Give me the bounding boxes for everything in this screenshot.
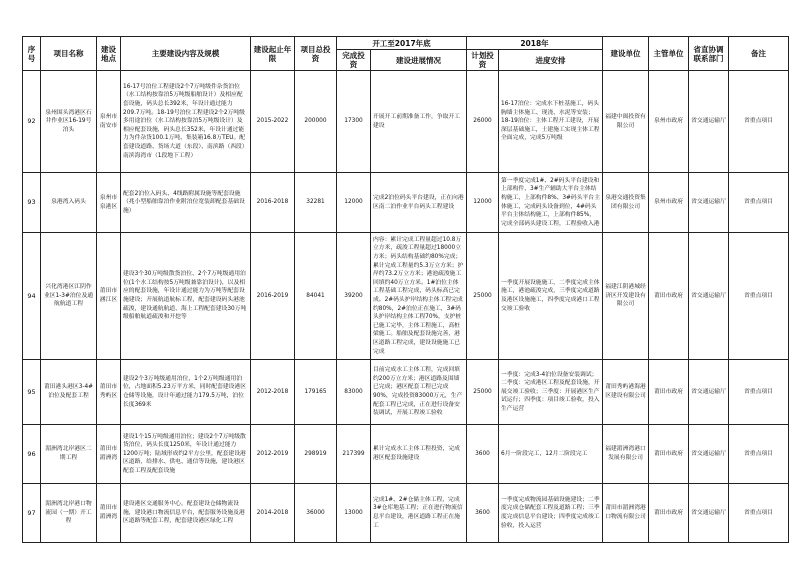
cell-progress: 累计完成水工主体工程投资，完成港区配套设施建设 bbox=[371, 425, 467, 484]
header-builder: 建设单位 bbox=[603, 37, 649, 71]
cell-remarks: 省重点项目 bbox=[729, 71, 789, 173]
cell-progress-plan: 一季度开展设施施工，二季度完成主体施工，港池疏浚完成，三季度完成道路及港区设施施工，四季度完成港口工程交竣工验收 bbox=[499, 233, 603, 360]
project-table bbox=[22, 36, 789, 543]
cell-seq: 96 bbox=[23, 425, 41, 484]
cell-progress: 内容：累计完成工程量超过10.8万立方米，疏浚工程量超过18000立方米；码头结构基础约80%完成；累计完成工程量约5.3万立方米；护岸约73.2万立方米；港池疏浚施工回填约40万立方米。1#泊位主体工程基础工程完成，码头标高已完成。2#码头护岸结构主体工程完成约80%，2#泊位正在施工，3#码头护岸结构主体工程70%，支护桩已施工完毕，主体工程施工，高桩梁施工。船舶及配套设施完善，港区道路工程完成，建设设施施工已完成 bbox=[371, 233, 467, 360]
cell-content: 建设2个3万吨级通用泊位，1个2万吨级通用泊位，占地面积5.23万平方米，同时配套建设港区仓储等设施，设计年通过能力179.5万吨，泊位长度369米 bbox=[121, 360, 251, 425]
cell-done-invest: 39200 bbox=[337, 233, 371, 360]
cell-remarks: 省重点项目 bbox=[729, 484, 789, 543]
cell-plan-invest: 12000 bbox=[467, 173, 499, 233]
cell-period: 2014-2018 bbox=[251, 484, 295, 543]
cell-builder: 莆田秀屿港海港区建设有限公司 bbox=[603, 360, 649, 425]
header-coordinator: 省直协调联系部门 bbox=[689, 37, 729, 71]
cell-plan-invest: 25000 bbox=[467, 360, 499, 425]
cell-done-invest: 12000 bbox=[337, 173, 371, 233]
header-site: 建设地点 bbox=[97, 37, 121, 71]
cell-done-invest: 17300 bbox=[337, 71, 371, 173]
header-agency: 主管单位 bbox=[649, 37, 689, 71]
cell-remarks: 省重点项目 bbox=[729, 173, 789, 233]
cell-name: 湄洲湾北岸港口物流园（一期）开工程 bbox=[41, 484, 97, 543]
cell-builder: 福建湄洲湾港口发展有限公司 bbox=[603, 425, 649, 484]
cell-progress: 开展开工前期准备工作，争取开工建设 bbox=[371, 71, 467, 173]
cell-total: 84041 bbox=[295, 233, 337, 360]
cell-plan-invest: 25000 bbox=[467, 233, 499, 360]
cell-plan-invest: 3600 bbox=[467, 425, 499, 484]
cell-builder: 福建江阴港城经济区开发建设有限公司 bbox=[603, 233, 649, 360]
table-row bbox=[23, 484, 789, 543]
cell-content: 建设港区交通服务中心，配套建设仓储物流设施，建设港口物流信息平台，配套服务设施及港区道路等配套工程，配套建设港区绿化工程 bbox=[121, 484, 251, 543]
cell-period: 2012-2018 bbox=[251, 360, 295, 425]
cell-agency: 莆田市政府 bbox=[649, 233, 689, 360]
cell-progress: 目前完成水工主体工程，完成回填约200万立方米；港区道路及围墙已完成；港区配套工程已完成90%，完成投资83000万元，生产配套工程已完成，正在进行设备安装调试，开展工程竣工验收 bbox=[371, 360, 467, 425]
cell-builder: 泉港交通投资集团有限公司 bbox=[603, 173, 649, 233]
cell-remarks: 省重点项目 bbox=[729, 233, 789, 360]
cell-site: 莆田市湄洲湾 bbox=[97, 484, 121, 543]
cell-period: 2016-2019 bbox=[251, 233, 295, 360]
cell-content: 配套2泊位入码头、4线路附属设施等配套设施（兆小型船舶靠泊作业附泊位宽装卸配套基础设施） bbox=[121, 173, 251, 233]
header-plan-invest: 计划投资 bbox=[467, 50, 499, 71]
cell-coordinator: 省交通运输厅 bbox=[689, 360, 729, 425]
cell-progress: 完成1#、2#仓储主体工程，完成3#仓库地基工程；正在进行物流信息平台建设，港区道路工程正在施工 bbox=[371, 484, 467, 543]
header-group-2017: 开工至2017年底 bbox=[337, 37, 467, 50]
cell-total: 36000 bbox=[295, 484, 337, 543]
cell-seq: 93 bbox=[23, 173, 41, 233]
cell-done-invest: 83000 bbox=[337, 360, 371, 425]
cell-seq: 94 bbox=[23, 233, 41, 360]
cell-seq: 92 bbox=[23, 71, 41, 173]
cell-coordinator: 省交通运输厅 bbox=[689, 425, 729, 484]
cell-coordinator: 省交通运输厅 bbox=[689, 233, 729, 360]
header-seq: 序号 bbox=[23, 37, 41, 71]
cell-seq: 97 bbox=[23, 484, 41, 543]
cell-agency: 莆田市政府 bbox=[649, 425, 689, 484]
cell-progress-plan: 6月一阶段完工，12月二阶段完工 bbox=[499, 425, 603, 484]
cell-total: 179165 bbox=[295, 360, 337, 425]
cell-plan-invest: 3600 bbox=[467, 484, 499, 543]
cell-coordinator: 省交通运输厅 bbox=[689, 484, 729, 543]
header-total: 项目总投资 bbox=[295, 37, 337, 71]
cell-progress-plan: 一季度：完成3-4泊位设备安装调试；二季度：完成港区工程及配套设施，开展交竣工验收；三季度：开展港区生产试运行；四季度：项目竣工验收，投入生产运营 bbox=[499, 360, 603, 425]
header-period: 建设起止年限 bbox=[251, 37, 295, 71]
cell-content: 16-17号泊位工程建设2个7万吨级件杂货泊位（水工结构按靠泊5万吨级船舶设计）及相应配套设施，码头总长392米，年设计通过能力209.7万吨。18-19号泊位工程建设2个2万吨级多用途泊位（水工结构按靠泊5万吨级设计）及相应配套设施，码头总长352米，年设计通过能力为件杂货100.1万吨、集装箱16.8万TEU。配套建设道路、货场大道（东段）、南滨路（西段）南滨海湾市（1段地下工程） bbox=[121, 71, 251, 173]
cell-builder: 福建中闽投资有限公司 bbox=[603, 71, 649, 173]
cell-period: 2012-2019 bbox=[251, 425, 295, 484]
cell-content: 建设1个15万吨级通用泊位；建设2个7万吨级散货泊位，码头长度1250米，年设计通过能力1200万吨；陆域形成约2平方公里，配套建设港区道路，给排水、供电、通信等设施，建设港区配套工程及配套设施 bbox=[121, 425, 251, 484]
cell-total: 200000 bbox=[295, 71, 337, 173]
cell-name: 泉州围头湾港区石井作业区16-19号泊头 bbox=[41, 71, 97, 173]
table-row bbox=[23, 233, 789, 360]
header-name: 项目名称 bbox=[41, 37, 97, 71]
cell-site: 莆田市湄洲湾 bbox=[97, 425, 121, 484]
cell-coordinator: 省交通运输厅 bbox=[689, 173, 729, 233]
cell-name: 泉港湾入码头 bbox=[41, 173, 97, 233]
cell-site: 泉州市泉港区 bbox=[97, 173, 121, 233]
cell-site: 泉州市南安市 bbox=[97, 71, 121, 173]
cell-total: 298919 bbox=[295, 425, 337, 484]
table-row bbox=[23, 360, 789, 425]
header-content: 主要建设内容及规模 bbox=[121, 37, 251, 71]
header-progress: 建设进展情况 bbox=[371, 50, 467, 71]
header-remarks: 备注 bbox=[729, 37, 789, 71]
cell-plan-invest: 26000 bbox=[467, 71, 499, 173]
header-progress-plan: 进度安排 bbox=[499, 50, 603, 71]
cell-done-invest: 217399 bbox=[337, 425, 371, 484]
cell-total: 32281 bbox=[295, 173, 337, 233]
cell-progress-plan: 一季度完成物流园基础设施建设；二季度完成仓储配套工程及道路工程；三季度完成信息平台建设；四季度完成竣工验收，投入运营 bbox=[499, 484, 603, 543]
table-row bbox=[23, 173, 789, 233]
cell-agency: 莆田市政府 bbox=[649, 484, 689, 543]
cell-done-invest: 13000 bbox=[337, 484, 371, 543]
cell-name: 湄洲湾北岸港区二期工程 bbox=[41, 425, 97, 484]
cell-period: 2016-2018 bbox=[251, 173, 295, 233]
cell-remarks: 省重点项目 bbox=[729, 360, 789, 425]
cell-remarks: 省重点项目 bbox=[729, 425, 789, 484]
table-row bbox=[23, 71, 789, 173]
header-done-invest: 完成投资 bbox=[337, 50, 371, 71]
cell-name: 兴化湾港区江阴作业区1-3#泊位及通航航道工程 bbox=[41, 233, 97, 360]
table-row bbox=[23, 425, 789, 484]
cell-period: 2015-2022 bbox=[251, 71, 295, 173]
cell-progress-plan: 16-17泊位：完成水下桩基施工，码头胸墙主体施工、现浇、水泥等安装；18-19泊位：主体工程开工建设，开展深层基础施工，土建施工实现主体工程全面完成，完成5万吨级 bbox=[499, 71, 603, 173]
header-group-2018: 2018年 bbox=[467, 37, 603, 50]
cell-name: 莆田港头港区3-4#泊位及配套工程 bbox=[41, 360, 97, 425]
cell-agency: 泉州市政府 bbox=[649, 71, 689, 173]
cell-site: 莆田市涵江区 bbox=[97, 233, 121, 360]
cell-site: 莆田市秀屿区 bbox=[97, 360, 121, 425]
cell-seq: 95 bbox=[23, 360, 41, 425]
cell-agency: 莆田市政府 bbox=[649, 360, 689, 425]
cell-progress-plan: 第一季度完成1#、2#码头平台建设和上部构件，3#生产辅助大平台主体结构施工，上部构件8%、3#码头平台主体施工，完成码头设备到位，4#码头平台主体结构施工，上部构件85%，完成全部码头建设工程，工程验收入港 bbox=[499, 173, 603, 233]
cell-agency: 泉州市政府 bbox=[649, 173, 689, 233]
cell-builder: 莆田市湄洲湾港口物流有限公司 bbox=[603, 484, 649, 543]
cell-coordinator: 省交通运输厅 bbox=[689, 71, 729, 173]
header-row-1 bbox=[23, 37, 789, 50]
cell-progress: 完成2泊位码头平台建设，正在向港区南二泊作业平台码头工程建设 bbox=[371, 173, 467, 233]
cell-content: 建设3个30万吨级散货泊位、2个7万吨级通用泊位(1个水工结构按5万吨级兼靠泊设计)，以及相应的配套设施，年设计通过能力为万吨等配套设施建设；开展航道航标工程，配套建设码头港池疏浚，建设通航航道、海上工程配套建设30万吨级船舶航道疏浚和开挖等 bbox=[121, 233, 251, 360]
